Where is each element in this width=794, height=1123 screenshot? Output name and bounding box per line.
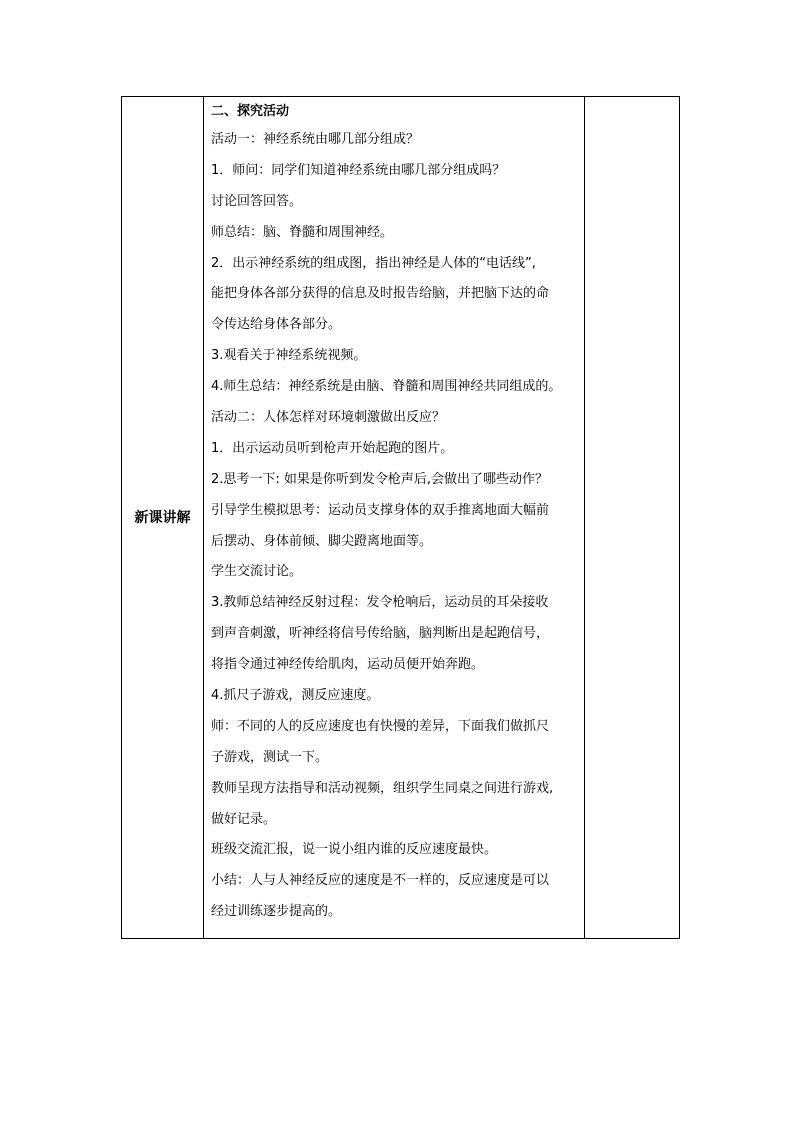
column-divider bbox=[203, 97, 204, 938]
content-line: 子游戏，测试一下。 bbox=[211, 749, 329, 765]
content-line: 引导学生模拟思考：运动员支撑身体的双手推离地面大幅前 bbox=[211, 502, 550, 518]
content-line: 3.观看关于神经系统视频。 bbox=[211, 348, 367, 364]
content-line: 4.师生总结：神经系统是由脑、脊髓和周围神经共同组成的。 bbox=[211, 379, 562, 395]
content-line: 师：不同的人的反应速度也有快慢的差异，下面我们做抓尺 bbox=[211, 718, 550, 734]
content-line: 1．师问：同学们知道神经系统由哪几部分组成吗？ bbox=[211, 162, 506, 178]
content-line: 2．出示神经系统的组成图，指出神经是人体的“电话线”, bbox=[211, 255, 536, 271]
content-line: 师总结：脑、脊髓和周围神经。 bbox=[211, 224, 394, 240]
content-line: 到声音刺激，听神经将信号传给脑，脑判断出是起跑信号， bbox=[211, 626, 550, 642]
content-line: 经过训练逐步提高的。 bbox=[211, 904, 342, 920]
content-line: 将指令通过神经传给肌肉，运动员便开始奔跑。 bbox=[211, 657, 485, 673]
lesson-content bbox=[211, 99, 583, 928]
content-line: 令传达给身体各部分。 bbox=[211, 317, 342, 333]
column-divider bbox=[584, 97, 585, 938]
content-line: 2.思考一下: 如果是你听到发令枪声后,会做出了哪些动作？ bbox=[211, 471, 549, 487]
content-line: 活动一：神经系统由哪几部分组成？ bbox=[211, 132, 420, 147]
content-line: 活动二：人体怎样对环境刺激做出反应？ bbox=[211, 410, 446, 426]
content-line: 班级交流汇报，说一说小组内谁的反应速度最快。 bbox=[211, 842, 498, 858]
content-line: 教师呈现方法指导和活动视频，组织学生同桌之间进行游戏, bbox=[211, 780, 554, 796]
content-line: 做好记录。 bbox=[211, 811, 277, 827]
content-line: 能把身体各部分获得的信息及时报告给脑，并把脑下达的命 bbox=[211, 286, 550, 302]
content-line: 讨论回答回答。 bbox=[211, 193, 303, 209]
content-line: 后摆动、身体前倾、脚尖蹬离地面等。 bbox=[211, 533, 433, 549]
content-line: 学生交流讨论。 bbox=[211, 564, 303, 580]
content-line: 3.教师总结神经反射过程：发令枪响后，运动员的耳朵接收 bbox=[211, 595, 549, 611]
content-line: 小结：人与人神经反应的速度是不一样的，反应速度是可以 bbox=[211, 873, 550, 889]
content-line: 1．出示运动员听到枪声开始起跑的图片。 bbox=[211, 440, 454, 456]
section-label: 新课讲解 bbox=[134, 510, 191, 526]
lesson-table bbox=[121, 96, 680, 939]
content-line: 4.抓尺子游戏，测反应速度。 bbox=[211, 688, 380, 704]
content-line: 二、探究活动 bbox=[211, 104, 290, 119]
